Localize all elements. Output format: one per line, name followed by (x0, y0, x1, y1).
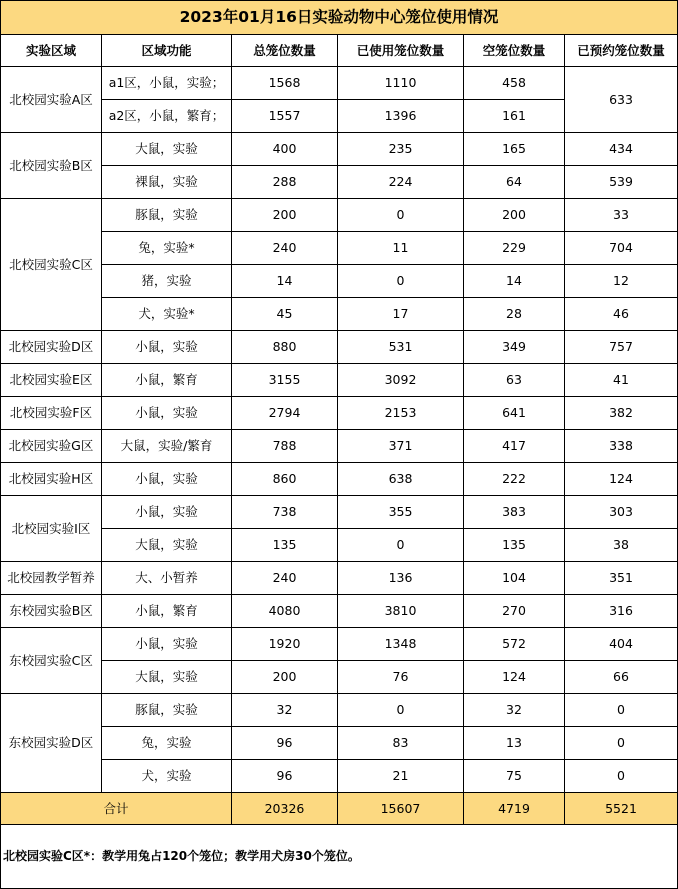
total-cell: 200 (232, 199, 338, 232)
empty-cell: 229 (464, 232, 565, 265)
area-cell: 北校园实验E区 (1, 364, 102, 397)
reserved-cell: 338 (565, 430, 678, 463)
used-cell: 355 (338, 496, 464, 529)
function-cell: 小鼠，实验 (102, 397, 232, 430)
function-cell: a1区，小鼠，实验； (102, 67, 232, 100)
table-row (1, 562, 678, 595)
total-cell: 788 (232, 430, 338, 463)
empty-cell: 270 (464, 595, 565, 628)
function-cell: 大、小暂养 (102, 562, 232, 595)
function-cell: 猪，实验 (102, 265, 232, 298)
total-cell: 32 (232, 694, 338, 727)
reserved-cell: 124 (565, 463, 678, 496)
empty-cell: 64 (464, 166, 565, 199)
used-cell: 0 (338, 529, 464, 562)
area-cell: 北校园实验A区 (1, 67, 102, 133)
empty-cell: 572 (464, 628, 565, 661)
empty-cell: 417 (464, 430, 565, 463)
table-row (1, 628, 678, 661)
used-cell: 21 (338, 760, 464, 793)
total-cell: 240 (232, 232, 338, 265)
function-cell: 裸鼠，实验 (102, 166, 232, 199)
function-cell: 大鼠，实验/繁育 (102, 430, 232, 463)
empty-cell: 104 (464, 562, 565, 595)
footnote: 北校园实验C区*：教学用兔占120个笼位；教学用犬房30个笼位。 (1, 825, 678, 889)
empty-cell: 349 (464, 331, 565, 364)
total-cell: 860 (232, 463, 338, 496)
table-row (1, 67, 678, 100)
empty-cell: 200 (464, 199, 565, 232)
used-cell: 1110 (338, 67, 464, 100)
function-cell: 小鼠，实验 (102, 463, 232, 496)
reserved-cell: 351 (565, 562, 678, 595)
empty-cell: 641 (464, 397, 565, 430)
function-cell: 犬，实验* (102, 298, 232, 331)
function-cell: 兔，实验* (102, 232, 232, 265)
table-row (1, 661, 678, 694)
table-row (1, 265, 678, 298)
area-cell: 北校园教学暂养 (1, 562, 102, 595)
reserved-cell: 303 (565, 496, 678, 529)
table-row (1, 595, 678, 628)
total-cell: 400 (232, 133, 338, 166)
table-row (1, 496, 678, 529)
total-cell: 2794 (232, 397, 338, 430)
used-cell: 3810 (338, 595, 464, 628)
total-cell: 45 (232, 298, 338, 331)
column-header-reserved: 已预约笼位数量 (565, 35, 678, 67)
table-row (1, 133, 678, 166)
table-body (1, 67, 678, 793)
column-header-empty: 空笼位数量 (464, 35, 565, 67)
reserved-cell: 404 (565, 628, 678, 661)
column-header-area: 实验区域 (1, 35, 102, 67)
table-row (1, 760, 678, 793)
used-cell: 1348 (338, 628, 464, 661)
table-row (1, 298, 678, 331)
used-cell: 2153 (338, 397, 464, 430)
function-cell: 小鼠，实验 (102, 628, 232, 661)
total-cell: 240 (232, 562, 338, 595)
column-header-used: 已使用笼位数量 (338, 35, 464, 67)
total-cell: 738 (232, 496, 338, 529)
used-cell: 531 (338, 331, 464, 364)
used-cell: 83 (338, 727, 464, 760)
reserved-cell: 66 (565, 661, 678, 694)
function-cell: 小鼠，实验 (102, 496, 232, 529)
function-cell: 豚鼠，实验 (102, 199, 232, 232)
total-cell: 880 (232, 331, 338, 364)
used-cell: 638 (338, 463, 464, 496)
total-cell: 96 (232, 727, 338, 760)
reserved-cell: 316 (565, 595, 678, 628)
table-row (1, 364, 678, 397)
function-cell: 小鼠，繁育 (102, 364, 232, 397)
total-cell: 1568 (232, 67, 338, 100)
used-cell: 371 (338, 430, 464, 463)
total-cell: 14 (232, 265, 338, 298)
empty-cell: 161 (464, 100, 565, 133)
reserved-cell: 757 (565, 331, 678, 364)
total-cell: 288 (232, 166, 338, 199)
reserved-cell: 33 (565, 199, 678, 232)
reserved-cell: 0 (565, 760, 678, 793)
reserved-cell: 539 (565, 166, 678, 199)
column-header-function: 区域功能 (102, 35, 232, 67)
total-cell: 1557 (232, 100, 338, 133)
used-cell: 0 (338, 694, 464, 727)
total-cell: 1920 (232, 628, 338, 661)
table-row (1, 397, 678, 430)
area-cell: 北校园实验G区 (1, 430, 102, 463)
table-row (1, 232, 678, 265)
used-cell: 17 (338, 298, 464, 331)
used-cell: 1396 (338, 100, 464, 133)
total-cell: 4080 (232, 595, 338, 628)
table-row (1, 694, 678, 727)
total-row (1, 793, 678, 825)
empty-cell: 63 (464, 364, 565, 397)
function-cell: 兔，实验 (102, 727, 232, 760)
reserved-cell: 46 (565, 298, 678, 331)
used-cell: 136 (338, 562, 464, 595)
area-cell: 东校园实验D区 (1, 694, 102, 793)
empty-cell: 32 (464, 694, 565, 727)
empty-cell: 13 (464, 727, 565, 760)
used-cell: 11 (338, 232, 464, 265)
function-cell: 小鼠，实验 (102, 331, 232, 364)
total-label: 合计 (1, 793, 232, 825)
area-cell: 北校园实验F区 (1, 397, 102, 430)
area-cell: 北校园实验C区 (1, 199, 102, 331)
empty-cell: 14 (464, 265, 565, 298)
total-total: 20326 (232, 793, 338, 825)
total-used: 15607 (338, 793, 464, 825)
empty-cell: 135 (464, 529, 565, 562)
reserved-cell: 704 (565, 232, 678, 265)
used-cell: 235 (338, 133, 464, 166)
table-row (1, 463, 678, 496)
empty-cell: 28 (464, 298, 565, 331)
area-cell: 北校园实验I区 (1, 496, 102, 562)
used-cell: 76 (338, 661, 464, 694)
empty-cell: 75 (464, 760, 565, 793)
total-cell: 96 (232, 760, 338, 793)
empty-cell: 124 (464, 661, 565, 694)
empty-cell: 458 (464, 67, 565, 100)
reserved-cell: 12 (565, 265, 678, 298)
total-cell: 200 (232, 661, 338, 694)
reserved-cell: 633 (565, 67, 678, 133)
total-cell: 3155 (232, 364, 338, 397)
empty-cell: 165 (464, 133, 565, 166)
table-row (1, 331, 678, 364)
area-cell: 北校园实验B区 (1, 133, 102, 199)
function-cell: 犬，实验 (102, 760, 232, 793)
empty-cell: 383 (464, 496, 565, 529)
used-cell: 0 (338, 199, 464, 232)
function-cell: 大鼠，实验 (102, 133, 232, 166)
function-cell: 豚鼠，实验 (102, 694, 232, 727)
area-cell: 东校园实验C区 (1, 628, 102, 694)
total-reserved: 5521 (565, 793, 678, 825)
column-header-total: 总笼位数量 (232, 35, 338, 67)
reserved-cell: 41 (565, 364, 678, 397)
total-cell: 135 (232, 529, 338, 562)
function-cell: 大鼠，实验 (102, 529, 232, 562)
total-empty: 4719 (464, 793, 565, 825)
reserved-cell: 0 (565, 727, 678, 760)
empty-cell: 222 (464, 463, 565, 496)
reserved-cell: 382 (565, 397, 678, 430)
table-title: 2023年01月16日实验动物中心笼位使用情况 (1, 1, 678, 35)
used-cell: 0 (338, 265, 464, 298)
reserved-cell: 0 (565, 694, 678, 727)
reserved-cell: 434 (565, 133, 678, 166)
used-cell: 224 (338, 166, 464, 199)
table-row (1, 166, 678, 199)
area-cell: 北校园实验H区 (1, 463, 102, 496)
area-cell: 北校园实验D区 (1, 331, 102, 364)
table-row (1, 430, 678, 463)
table-row (1, 199, 678, 232)
table-row (1, 529, 678, 562)
function-cell: 小鼠，繁育 (102, 595, 232, 628)
table-row (1, 727, 678, 760)
reserved-cell: 38 (565, 529, 678, 562)
used-cell: 3092 (338, 364, 464, 397)
area-cell: 东校园实验B区 (1, 595, 102, 628)
function-cell: a2区，小鼠，繁育； (102, 100, 232, 133)
function-cell: 大鼠，实验 (102, 661, 232, 694)
